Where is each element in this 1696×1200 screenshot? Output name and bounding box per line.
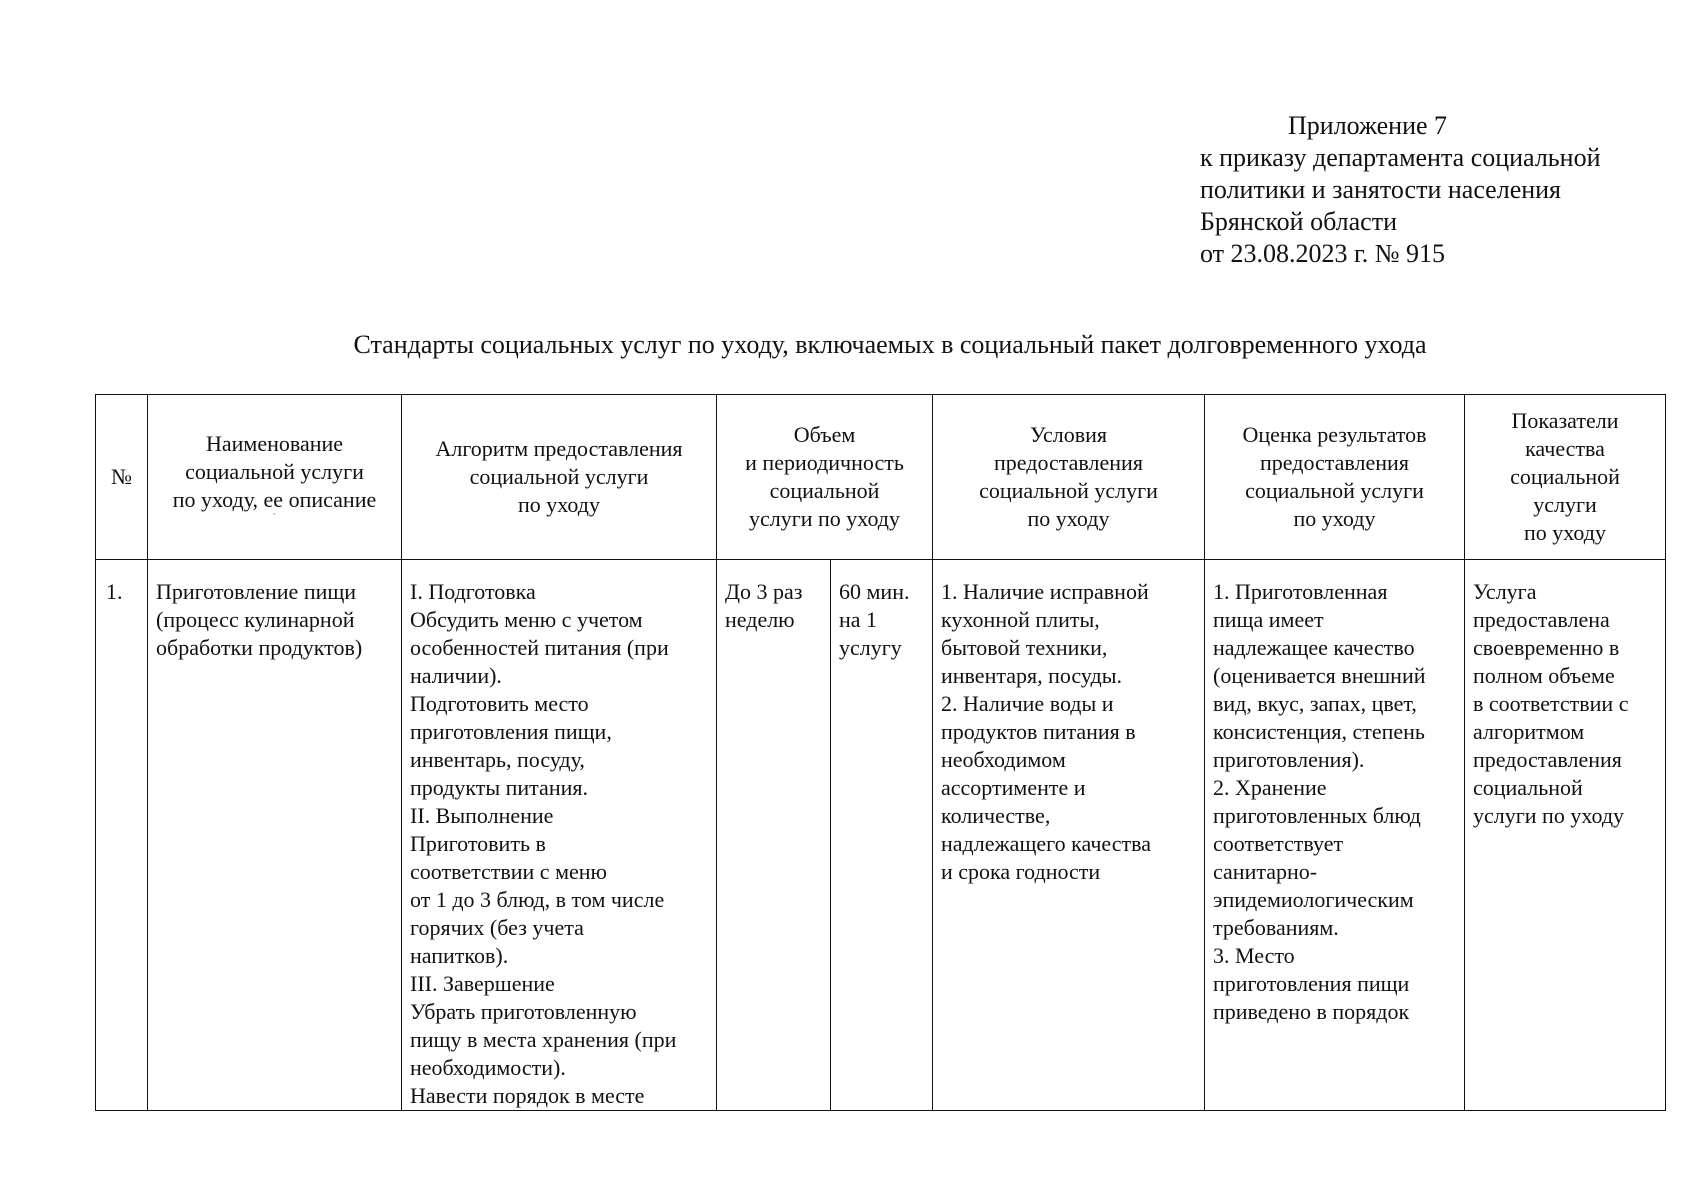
frequency-cell: До 3 раз неделю bbox=[717, 560, 831, 1111]
service-name-cell: Приготовление пищи (процесс кулинарной обработки продуктов) bbox=[148, 560, 402, 1111]
table-row bbox=[96, 560, 1666, 1111]
quality-cell: Услуга предоставлена своевременно в полном объеме в соответствии с алгоритмом предоставления социальной услуги по уходу bbox=[1465, 560, 1666, 1111]
appendix-line: политики и занятости населения bbox=[1200, 175, 1562, 204]
assessment-cell: 1. Приготовленная пища имеет надлежащее качество (оценивается внешний вид, вкус, запах, цвет, консистенция, степень приготовления). 2. Хранение приготовленных блюд соответствует санитарно- эпидемиологическим требованиям. 3. Место приготовления пищи приведено в порядок bbox=[1205, 560, 1465, 1111]
standards-table bbox=[95, 394, 1666, 1111]
appendix-line: Брянской области bbox=[1200, 207, 1397, 236]
column-header-conditions: Условия предоставления социальной услуги по уходу bbox=[933, 395, 1205, 560]
column-header-number: № bbox=[96, 395, 148, 560]
column-header-algorithm: Алгоритм предоставления социальной услуги по уходу bbox=[402, 395, 717, 560]
appendix-line: Приложение 7 bbox=[1288, 111, 1448, 140]
document-title: Стандарты социальных услуг по уходу, включаемых в социальный пакет долговременного ухода bbox=[353, 330, 1427, 359]
row-number: 1. bbox=[96, 560, 148, 1111]
appendix-line: к приказу департамента социальной bbox=[1200, 143, 1601, 172]
appendix-block bbox=[1200, 110, 1601, 270]
column-header-name: Наименование социальной услуги по уходу, ее описание ˙ bbox=[148, 395, 402, 560]
conditions-cell: 1. Наличие исправной кухонной плиты, бытовой техники, инвентаря, посуды. 2. Наличие воды и продуктов питания в необходимом ассортименте и количестве, надлежащего качества и срока годности bbox=[933, 560, 1205, 1111]
column-header-volume: Объем и периодичность социальной услуги по уходу bbox=[717, 395, 933, 560]
appendix-line: от 23.08.2023 г. № 915 bbox=[1200, 239, 1446, 268]
table-header-row bbox=[96, 395, 1666, 560]
algorithm-cell: I. Подготовка Обсудить меню с учетом особенностей питания (при наличии). Подготовить место приготовления пищи, инвентарь, посуду, продукты питания. II. Выполнение Приготовить в соответствии с меню от 1 до 3 блюд, в том числе горячих (без учета напитков). III. Завершение Убрать приготовленную пищу в места хранения (при необходимости). Навести порядок в месте bbox=[402, 560, 717, 1111]
column-header-quality: Показатели качества социальной услуги по уходу bbox=[1465, 395, 1666, 560]
duration-cell: 60 мин. на 1 услугу bbox=[831, 560, 933, 1111]
column-header-assessment: Оценка результатов предоставления социальной услуги по уходу bbox=[1205, 395, 1465, 560]
